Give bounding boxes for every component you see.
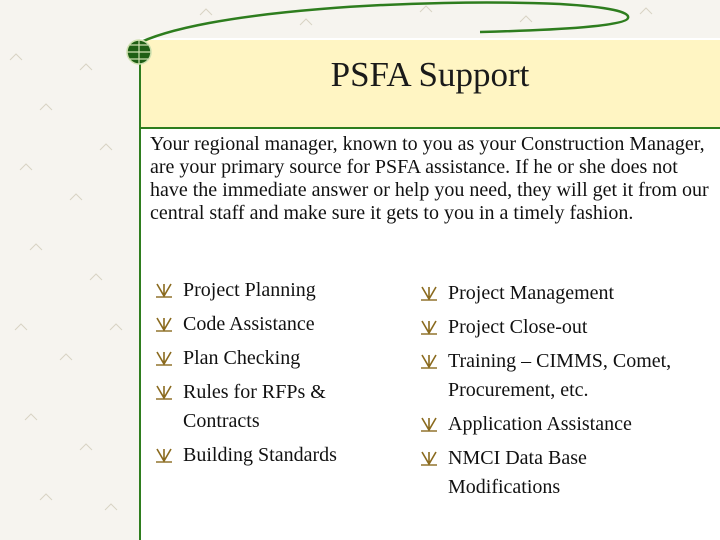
list-item	[155, 344, 395, 373]
bullet-icon	[155, 349, 173, 367]
bullet-icon	[155, 383, 173, 401]
list-item	[420, 313, 720, 342]
list-item-label: NMCI Data Base Modifications	[448, 447, 587, 498]
list-item	[420, 347, 720, 405]
decorative-pattern-left	[0, 0, 140, 540]
bullet-icon	[420, 352, 438, 370]
list-item-label: Project Management	[448, 282, 615, 304]
list-item-label: Application Assistance	[448, 413, 632, 435]
bullet-icon	[155, 315, 173, 333]
bullet-icon	[155, 446, 173, 464]
right-bullet-list	[420, 279, 720, 507]
bullet-icon	[420, 415, 438, 433]
list-item-label: Training – CIMMS, Comet, Procurement, etc.	[448, 350, 672, 401]
list-item-label: Project Planning	[183, 279, 316, 301]
list-item	[155, 378, 395, 436]
left-bullet-list	[155, 276, 395, 475]
list-item-label: Building Standards	[183, 444, 337, 466]
list-item-label: Rules for RFPs & Contracts	[183, 381, 326, 432]
list-item-label: Code Assistance	[183, 313, 315, 335]
list-item	[155, 441, 395, 470]
bullet-icon	[420, 318, 438, 336]
list-item	[155, 310, 395, 339]
list-item-label: Plan Checking	[183, 347, 301, 369]
intro-paragraph: Your regional manager, known to you as your Construction Manager, are your primary source for PSFA assistance. If he or she does not have the immediate answer or help you need, they will get it from our central staff and make sure it gets to you in a timely fashion.	[150, 133, 709, 224]
bullet-icon	[420, 449, 438, 467]
bullet-icon	[420, 284, 438, 302]
decorative-pattern-top	[0, 0, 720, 38]
list-item-label: Project Close-out	[448, 316, 588, 338]
list-item	[420, 410, 720, 439]
list-item	[155, 276, 395, 305]
list-item	[420, 279, 720, 308]
bullet-icon	[155, 281, 173, 299]
list-item	[420, 444, 720, 502]
page-title: PSFA Support	[330, 55, 530, 94]
